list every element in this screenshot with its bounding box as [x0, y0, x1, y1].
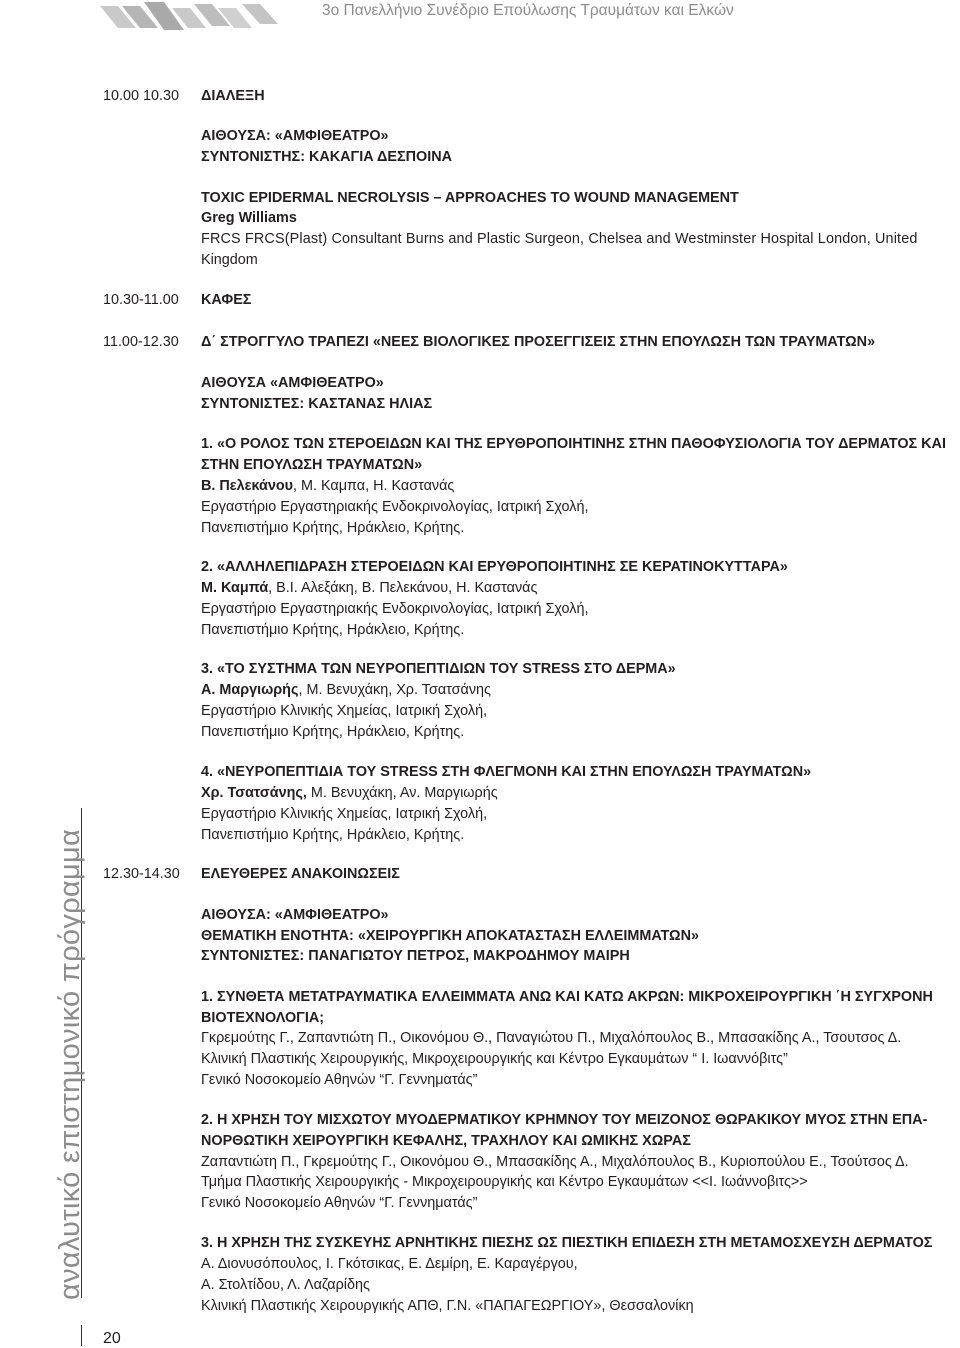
page-number-divider — [81, 1325, 82, 1346]
talk-2-affiliation: Εργαστήριο Εργαστηριακής Ενδοκρινολογίας, Ιατρική Σχολή, — [201, 601, 589, 617]
session-4-time: 12.30-14.30 — [103, 866, 180, 882]
conference-title: 3ο Πανελλήνιο Συνέδριο Επούλωσης Τραυμάτων και Ελκών — [322, 2, 734, 19]
paper-1-authors: Γκρεμούτης Γ., Ζαπαντιώτη Π., Οικονόμου Θ., Παναγιώτου Π., Μιχαλόπουλος Β., Μπασακίδης Α., Τσουτσος Δ. — [201, 1030, 902, 1046]
paper-2-title-cont: ΝΟΡΘΩΤΙΚΗ ΧΕΙΡΟΥΡΓΙΚΗ ΚΕΦΑΛΗΣ, ΤΡΑΧΗΛΟΥ ΚΑΙ ΩΜΙΚΗΣ ΧΩΡΑΣ — [201, 1133, 691, 1149]
talk-2-coauthors: , Β.Ι. Αλεξάκη, Β. Πελεκάνου, Η. Καστανάς — [268, 580, 538, 596]
paper-2-affiliation-cont: Γενικό Νοσοκομείο Αθηνών “Γ. Γεννηματάς” — [201, 1195, 478, 1211]
talk-2-presenter: Μ. Καμπά — [201, 580, 269, 596]
paper-3-authors-cont: Α. Στολτίδου, Λ. Λαζαρίδης — [201, 1277, 370, 1293]
session-1-room: ΑΙΘΟΥΣΑ: «ΑΜΦΙΘΕΑΤΡΟ» — [201, 128, 389, 144]
talk-2-affiliation-cont: Πανεπιστήμιο Κρήτης, Ηράκλειο, Κρήτης. — [201, 622, 465, 638]
paper-1-affiliation-cont: Γενικό Νοσοκομείο Αθηνών “Γ. Γεννηματάς” — [201, 1072, 478, 1088]
talk-2-title: 2. «ΑΛΛΗΛΕΠΙΔΡΑΣΗ ΣΤΕΡΟΕΙΔΩΝ ΚΑΙ ΕΡΥΘΡΟΠΟΙΗΤΙΝΗΣ ΣΕ ΚΕΡΑΤΙΝΟΚΥΤΤΑΡΑ» — [201, 559, 788, 575]
paper-2-authors: Ζαπαντιώτη Π., Γκρεμούτης Γ., Οικονόμου Θ., Μπασακίδης Α., Μιχαλόπουλος Β., Κυριοπούλου Ε., Τσούτσος Δ. — [201, 1154, 909, 1170]
session-1-time: 10.00 10.30 — [103, 88, 180, 104]
paper-1-title: 1. ΣΥΝΘΕΤΑ ΜΕΤΑΤΡΑΥΜΑΤΙΚΑ ΕΛΛΕΙΜΜΑΤΑ ΑΝΩ ΚΑΙ ΚΑΤΩ ΑΚΡΩΝ: ΜΙΚΡΟΧΕΙΡΟΥΡΓΙΚΗ ΄Η ΣΥΓΧΡΟΝΗ — [201, 989, 933, 1005]
talk-4-coauthors: Μ. Βενυχάκη, Αν. Μαργιωρής — [306, 785, 498, 801]
paper-1-title-cont: ΒΙΟΤΕΧΝΟΛΟΓΙΑ; — [201, 1010, 325, 1026]
talk-1-title: 1. «Ο ΡΟΛΟΣ ΤΩΝ ΣΤΕΡΟΕΙΔΩΝ ΚΑΙ ΤΗΣ ΕΡΥΘΡΟΠΟΙΗΤΙΝΗΣ ΣΤΗΝ ΠΑΘΟΦΥΣΙΟΛΟΓΙΑ ΤΟΥ ΔΕΡΜΑΤΟΣ ΚΑΙ — [201, 436, 946, 452]
session-3-room: ΑΙΘΟΥΣΑ «ΑΜΦΙΘΕΑΤΡΟ» — [201, 375, 384, 391]
talk-3-coauthors: , Μ. Βενυχάκη, Χρ. Τσατσάνης — [298, 682, 491, 698]
session-1-affiliation: FRCS FRCS(Plast) Consultant Burns and Plastic Surgeon, Chelsea and Westminster Hospital London, United — [201, 231, 918, 247]
paper-3-affiliation: Κλινική Πλαστικής Χειρουργικής ΑΠΘ, Γ.Ν. «ΠΑΠΑΓΕΩΡΓΙΟΥ», Θεσσαλονίκη — [201, 1298, 694, 1314]
talk-4-authors — [201, 783, 960, 804]
talk-1-authors — [201, 476, 960, 497]
session-4-theme: ΘΕΜΑΤΙΚΗ ΕΝΟΤΗΤΑ: «ΧΕΙΡΟΥΡΓΙΚΗ ΑΠΟΚΑΤΑΣΤΑΣΗ ΕΛΛΕΙΜΜΑΤΩΝ» — [201, 928, 699, 944]
talk-3-presenter: Α. Μαργιωρής — [201, 682, 299, 698]
sidebar-vertical-title: αναλυτικό επιστημονικό πρόγραμμα — [54, 828, 86, 1300]
talk-4-title: 4. «ΝΕΥΡΟΠΕΠΤΙΔΙΑ ΤΟΥ STRESS ΣΤΗ ΦΛΕΓΜΟΝΗ ΚΑΙ ΣΤΗΝ ΕΠΟΥΛΩΣΗ ΤΡΑΥΜΑΤΩΝ» — [201, 764, 812, 780]
paper-1-affiliation: Κλινική Πλαστικής Χειρουργικής, Μικροχειρουργικής και Κέντρο Εγκαυμάτων “ Ι. Ιωαννόβιτς” — [201, 1051, 788, 1067]
page-number: 20 — [103, 1330, 121, 1347]
session-1-chair: ΣΥΝΤΟΝΙΣΤΗΣ: ΚΑΚΑΓΙΑ ΔΕΣΠΟΙΝΑ — [201, 149, 453, 165]
talk-1-affiliation: Εργαστήριο Εργαστηριακής Ενδοκρινολογίας, Ιατρική Σχολή, — [201, 499, 589, 515]
session-4-title: ΕΛΕΥΘΕΡΕΣ ΑΝΑΚΟΙΝΩΣΕΙΣ — [201, 866, 400, 882]
session-3-title: Δ΄ ΣΤΡΟΓΓΥΛΟ ΤΡΑΠΕΖΙ «ΝΕΕΣ ΒΙΟΛΟΓΙΚΕΣ ΠΡΟΣΕΓΓΙΣΕΙΣ ΣΤΗΝ ΕΠΟΥΛΩΣΗ ΤΩΝ ΤΡΑΥΜΑΤΩΝ» — [201, 334, 876, 350]
talk-3-title: 3. «ΤΟ ΣΥΣΤΗΜΑ ΤΩΝ ΝΕΥΡΟΠΕΠΤΙΔΙΩΝ ΤΟΥ STRESS ΣΤΟ ΔΕΡΜΑ» — [201, 661, 676, 677]
session-4-room: ΑΙΘΟΥΣΑ: «ΑΜΦΙΘΕΑΤΡΟ» — [201, 907, 389, 923]
talk-1-affiliation-cont: Πανεπιστήμιο Κρήτης, Ηράκλειο, Κρήτης. — [201, 520, 465, 536]
conference-logo-icon — [96, 0, 296, 40]
session-1-title: ΔΙΑΛΕΞΗ — [201, 88, 265, 104]
session-3-chair: ΣΥΝΤΟΝΙΣΤΕΣ: ΚΑΣΤΑΝΑΣ ΗΛΙΑΣ — [201, 396, 433, 412]
paper-3-authors: Α. Διονυσόπουλος, Ι. Γκότσικας, Ε. Δεμίρη, Ε. Καραγέργου, — [201, 1256, 578, 1272]
talk-3-authors — [201, 680, 960, 701]
talk-3-affiliation: Εργαστήριο Κλινικής Χημείας, Ιατρική Σχολή, — [201, 703, 488, 719]
talk-4-affiliation: Εργαστήριο Κλινικής Χημείας, Ιατρική Σχολή, — [201, 806, 488, 822]
session-4-chairs: ΣΥΝΤΟΝΙΣΤΕΣ: ΠΑΝΑΓΙΩΤΟΥ ΠΕΤΡΟΣ, ΜΑΚΡΟΔΗΜΟΥ ΜΑΙΡΗ — [201, 948, 630, 964]
session-3-time: 11.00-12.30 — [103, 334, 179, 350]
paper-2-title: 2. Η ΧΡΗΣΗ ΤΟΥ ΜΙΣΧΩΤΟΥ ΜΥΟΔΕΡΜΑΤΙΚΟΥ ΚΡΗΜΝΟΥ ΤΟΥ ΜΕΙΖΟΝΟΣ ΘΩΡΑΚΙΚΟΥ ΜΥΟΣ ΣΤΗΝ ΕΠΑ- — [201, 1112, 928, 1128]
talk-4-affiliation-cont: Πανεπιστήμιο Κρήτης, Ηράκλειο, Κρήτης. — [201, 827, 465, 843]
talk-1-coauthors: , Μ. Καμπα, Η. Καστανάς — [293, 478, 455, 494]
paper-3-title: 3. Η ΧΡΗΣΗ ΤΗΣ ΣΥΣΚΕΥΗΣ ΑΡΝΗΤΙΚΗΣ ΠΙΕΣΗΣ ΩΣ ΠΙΕΣΤΙΚΗ ΕΠΙΔΕΣΗ ΣΤΗ ΜΕΤΑΜΟΣΧΕΥΣΗ ΔΕΡΜΑΤΟΣ — [201, 1235, 933, 1251]
session-1-talk-title: TOXIC EPIDERMAL NECROLYSIS – APPROACHES TO WOUND MANAGEMENT — [201, 190, 739, 206]
talk-4-presenter: Χρ. Τσατσάνης, — [201, 785, 307, 801]
session-2-time: 10.30-11.00 — [103, 292, 179, 308]
talk-2-authors — [201, 578, 960, 599]
session-1-affiliation-cont: Kingdom — [201, 252, 258, 268]
talk-1-presenter: Β. Πελεκάνου — [201, 478, 294, 494]
session-2-title: ΚΑΦΕΣ — [201, 292, 252, 308]
talk-1-title-cont: ΣΤΗΝ ΕΠΟΥΛΩΣΗ ΤΡΑΥΜΑΤΩΝ» — [201, 457, 423, 473]
talk-3-affiliation-cont: Πανεπιστήμιο Κρήτης, Ηράκλειο, Κρήτης. — [201, 724, 465, 740]
paper-2-affiliation: Τμήμα Πλαστικής Χειρουργικής - Μικροχειρουργικής και Κέντρο Εγκαυμάτων <<Ι. Ιωάννοβιτς>> — [201, 1174, 808, 1190]
session-1-speaker: Greg Williams — [201, 210, 297, 226]
